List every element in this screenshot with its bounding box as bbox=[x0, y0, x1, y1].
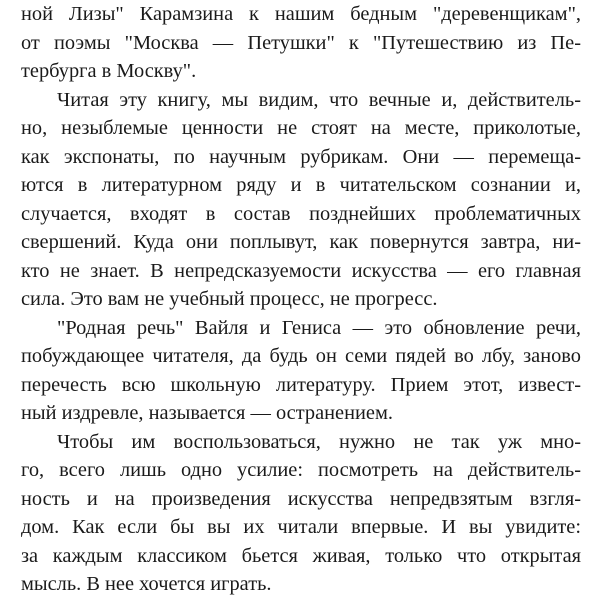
text-line: "Родная речь" Вайля и Гениса — это обновление речи, bbox=[57, 316, 581, 339]
text-line: перечесть всю школьную литературу. Прием этот, извест- bbox=[21, 373, 581, 396]
text-line: но, незыблемые ценности не стоят на месте, приколотые, bbox=[21, 117, 581, 139]
text-line: за каждым классиком бьется живая, только что открытая bbox=[21, 544, 581, 567]
text-line: Читая эту книгу, мы видим, что вечные и, действитель- bbox=[57, 88, 581, 111]
text-line: свершений. Куда они поплывут, как повернутся завтра, ни- bbox=[21, 231, 581, 253]
text-line: дом. Как если бы вы их читали впервые. И вы увидите: bbox=[21, 516, 581, 538]
text-line: случается, входят в состав позднейших проблематичных bbox=[21, 202, 581, 225]
text-line: побуждающее читателя, да будь он семи пядей во лбу, заново bbox=[21, 345, 581, 367]
text-line: ются в литературном ряду и в читательском сознании и, bbox=[21, 174, 581, 196]
paragraph-2 bbox=[21, 86, 581, 314]
paragraph-3 bbox=[21, 314, 581, 428]
text-line: Чтобы им воспользоваться, нужно не так уж мно- bbox=[57, 430, 581, 453]
paragraph-1 bbox=[21, 0, 581, 86]
text-line: ный издревле, называется — остранением. bbox=[21, 402, 393, 424]
text-line: от поэмы "Москва — Петушки" к "Путешествию из Пе- bbox=[21, 31, 581, 54]
text-line: ной Лизы" Карамзина к нашим бедным "деревенщикам", bbox=[21, 3, 581, 25]
text-line: го, всего лишь одно усилие: посмотреть на действитель- bbox=[21, 459, 581, 481]
text-line: тербурга в Москву". bbox=[21, 60, 197, 82]
text-line: сила. Это вам не учебный процесс, не прогресс. bbox=[21, 288, 438, 310]
text-line: как экспонаты, по научным рубрикам. Они — перемеща- bbox=[21, 145, 581, 168]
text-line: мысль. В нее хочется играть. bbox=[21, 573, 272, 595]
text-line: ность и на произведения искусства непредвзятым взгля- bbox=[21, 487, 581, 510]
paragraph-4 bbox=[21, 428, 581, 599]
text-line: кто не знает. В непредсказуемости искусства — его главная bbox=[21, 259, 581, 282]
